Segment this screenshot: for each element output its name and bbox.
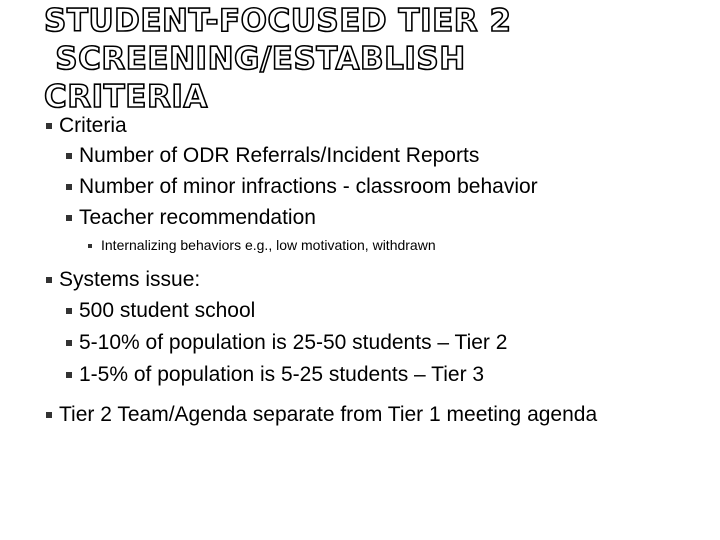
square-bullet-icon [88,244,92,248]
bullet-text: Teacher recommendation [79,206,316,229]
bullet-text: Tier 2 Team/Agenda separate from Tier 1 meeting agenda [59,403,598,426]
bullet-internalizing-behaviors [88,236,436,254]
bullet-minor-infractions [66,174,538,200]
bullet-text: Systems issue: [59,268,201,291]
bullet-text: Number of ODR Referrals/Incident Reports [79,144,480,167]
square-bullet-icon [66,184,72,190]
bullet-student-school [66,298,255,324]
bullet-odr-referrals [66,143,479,169]
bullet-text: 500 student school [79,299,256,322]
square-bullet-icon [66,153,72,159]
slide-title [44,2,704,116]
bullet-tier3-population [66,362,484,388]
title-line-2: SCREENING/ESTABLISH [44,41,466,77]
square-bullet-icon [66,340,72,346]
title-line-3: CRITERIA [44,79,208,115]
square-bullet-icon [46,123,52,129]
title-line-1: STUDENT-FOCUSED TIER 2 [44,3,512,39]
square-bullet-icon [66,215,72,221]
bullet-criteria [46,113,127,139]
square-bullet-icon [66,308,72,314]
square-bullet-icon [46,412,52,418]
bullet-text: Number of minor infractions - classroom behavior [79,175,538,198]
bullet-text: 1-5% of population is 5-25 students – Tier 3 [79,363,485,386]
bullet-tier2-team-agenda [46,402,597,428]
bullet-systems-issue [46,267,200,293]
square-bullet-icon [66,372,72,378]
square-bullet-icon [46,277,52,283]
bullet-teacher-recommendation [66,205,316,231]
bullet-text: 5-10% of population is 25-50 students – Tier 2 [79,331,508,354]
bullet-text: Internalizing behaviors e.g., low motivation, withdrawn [101,237,436,253]
bullet-tier2-population [66,330,507,356]
bullet-text: Criteria [59,114,127,137]
